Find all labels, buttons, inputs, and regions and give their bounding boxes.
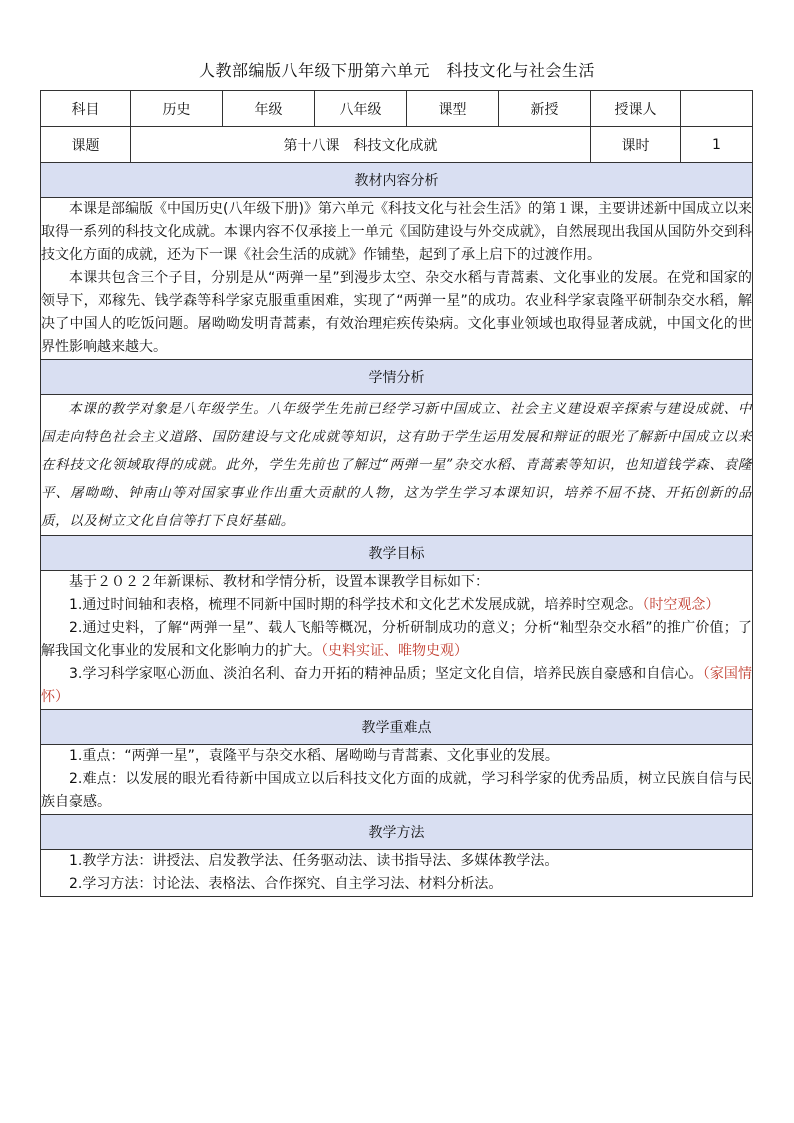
- type-label: 课型: [407, 91, 499, 127]
- goal-3-text: 3.学习科学家呕心沥血、淡泊名利、奋力开拓的精神品质；坚定文化自信，培养民族自豪感和自信心。: [69, 666, 703, 682]
- info-row-2: [41, 127, 753, 163]
- teacher-value: [681, 91, 753, 127]
- hours-value: 1: [681, 127, 753, 163]
- document-title: 人教部编版八年级下册第六单元 科技文化与社会生活: [198, 61, 595, 80]
- section-heading-keypoints: 教学重难点: [41, 710, 753, 745]
- lesson-plan-table: [40, 90, 753, 897]
- goal-1: [41, 594, 752, 617]
- goal-2: [41, 617, 752, 663]
- topic-value: 第十八课 科技文化成就: [131, 127, 591, 163]
- method-1: 1.教学方法：讲授法、启发教学法、任务驱动法、读书指导法、多媒体教学法。: [69, 853, 559, 869]
- goals-intro: 基于２０２２年新课标、教材和学情分析，设置本课教学目标如下：: [69, 574, 489, 590]
- goal-2-tag: （史料实证、唯物史观）: [321, 643, 468, 659]
- keypoint-2: 2.难点：以发展的眼光看待新中国成立以后科技文化方面的成就，学习科学家的优秀品质，树立民族自信与民族自豪感。: [41, 771, 752, 810]
- goal-3-tag: （家国情怀）: [41, 666, 753, 705]
- students-content: [41, 395, 753, 536]
- goal-3: [41, 663, 752, 709]
- analysis-paragraph-1: 本课是部编版《中国历史(八年级下册)》第六单元《科技文化与社会生活》的第１课，主要讲述新中国成立以来取得一系列的科技文化成就。本课内容不仅承接上一单元《国防建设与外交成就》，自然展现出我国从国防外交到科技文化方面的成就，还为下一课《社会生活的成就》作铺垫，起到了承上启下的过渡作用。: [41, 201, 752, 263]
- teacher-label: 授课人: [591, 91, 681, 127]
- hours-label: 课时: [591, 127, 681, 163]
- goal-2-text: 2.通过史料，了解“两弹一星”、载人飞船等概况，分析研制成功的意义；分析“籼型杂交水稻”的推广价值；了解我国文化事业的发展和文化影响力的扩大。: [41, 620, 752, 659]
- methods-content: [41, 850, 753, 897]
- goal-1-tag: （时空观念）: [642, 597, 720, 613]
- info-row-1: [41, 91, 753, 127]
- subject-label: 科目: [41, 91, 131, 127]
- topic-label: 课题: [41, 127, 131, 163]
- grade-label: 年级: [223, 91, 315, 127]
- analysis-content: [41, 198, 753, 360]
- subject-value: 历史: [131, 91, 223, 127]
- goal-1-text: 1.通过时间轴和表格，梳理不同新中国时期的科学技术和文化艺术发展成就，培养时空观念。: [69, 597, 643, 613]
- grade-value: 八年级: [315, 91, 407, 127]
- students-paragraph: 本课的教学对象是八年级学生。八年级学生先前已经学习新中国成立、社会主义建设艰辛探索与建设成就、中国走向特色社会主义道路、国防建设与文化成就等知识，这有助于学生运用发展和辩证的眼光了解新中国成立以来在科技文化领域取得的成就。此外，学生先前也了解过“两弹一星”杂交水稻、青蒿素等知识，也知道钱学森、袁隆平、屠呦呦、钟南山等对国家事业作出重大贡献的人物，这为学生学习本课知识，培养不屈不挠、开拓创新的品质，以及树立文化自信等打下良好基础。: [41, 401, 752, 529]
- goals-content: [41, 571, 753, 710]
- method-2: 2.学习方法：讨论法、表格法、合作探究、自主学习法、材料分析法。: [69, 876, 503, 892]
- section-heading-students: 学情分析: [41, 360, 753, 395]
- section-heading-analysis: 教材内容分析: [41, 163, 753, 198]
- keypoint-1: 1.重点：“两弹一星”，袁隆平与杂交水稻、屠呦呦与青蒿素、文化事业的发展。: [69, 748, 559, 764]
- section-heading-methods: 教学方法: [41, 815, 753, 850]
- analysis-paragraph-2: 本课共包含三个子目，分别是从“两弹一星”到漫步太空、杂交水稻与青蒿素、文化事业的发展。在党和国家的领导下，邓稼先、钱学森等科学家克服重重困难，实现了“两弹一星”的成功。农业科学家袁隆平研制杂交水稻，解决了中国人的吃饭问题。屠呦呦发明青蒿素，有效治理疟疾传染病。文化事业领域也取得显著成就，中国文化的世界性影响越来越大。: [41, 270, 752, 355]
- section-heading-goals: 教学目标: [41, 536, 753, 571]
- type-value: 新授: [499, 91, 591, 127]
- keypoints-content: [41, 745, 753, 815]
